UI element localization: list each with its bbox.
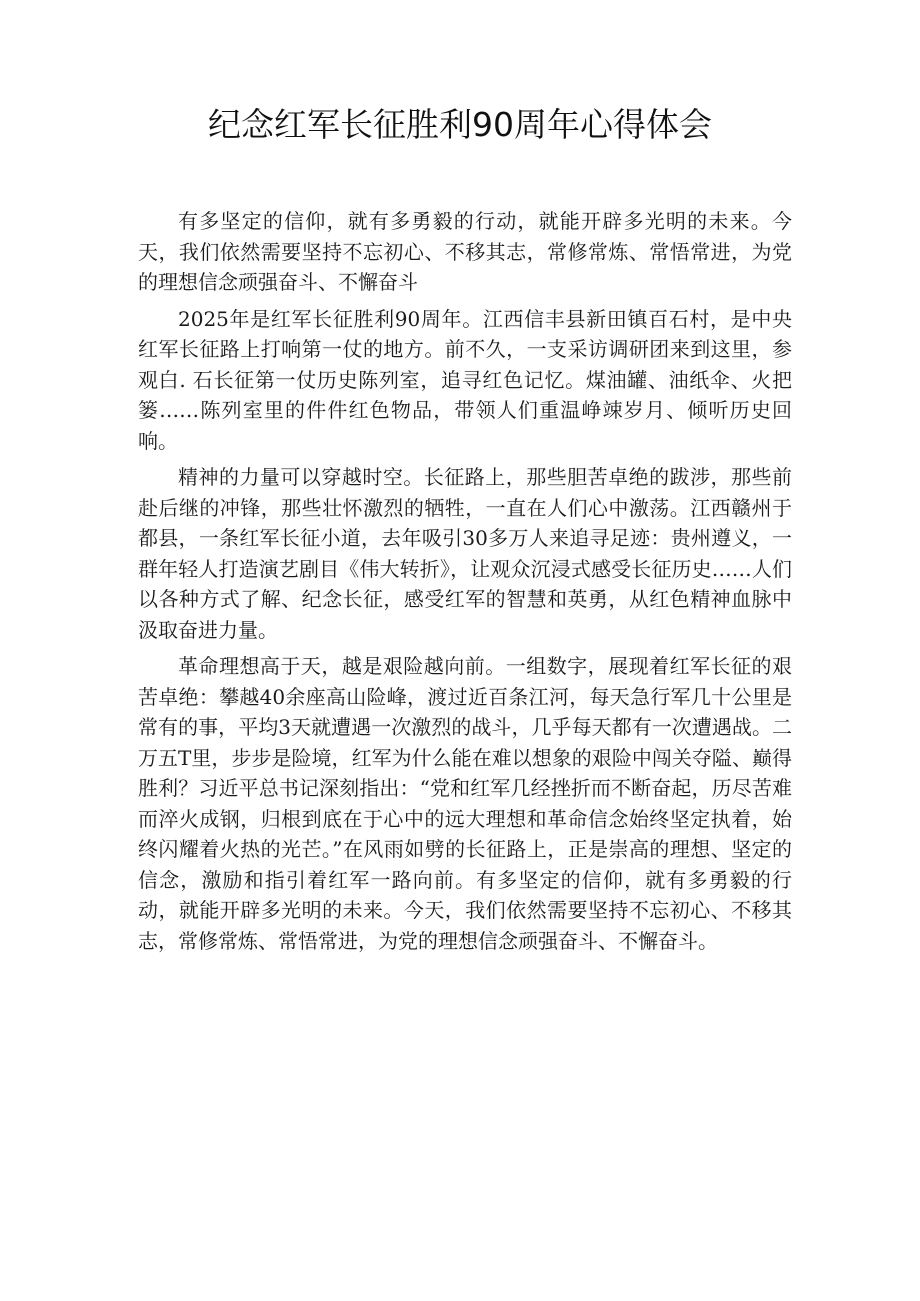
paragraph-4: 革命理想高于天，越是艰险越向前。一组数字，展现着红军长征的艰苦卓绝：攀越40余座高山险峰，渡过近百条江河，每天急行军几十公里是常有的事，平均3天就遭遇一次激烈的战斗，几乎每天都有一次遭遇战。二万五T里，步步是险境，红军为什么能在难以想象的艰险中闯关夺隘、巅得胜利？习近平总书记深刻指出：“党和红军几经挫折而不断奋起，历尽苦难而淬火成钢，归根到底在于心中的远大理想和革命信念始终坚定执着，始终闪耀着火热的光芒。”在风雨如劈的长征路上，正是崇高的理想、坚定的信念，激励和指引着红军一路向前。有多坚定的信仰，就有多勇毅的行动，就能开辟多光明的未来。今天，我们依然需要坚持不忘初心、不移其志，常修常炼、常悟常进，为党的理想信念顽强奋斗、不懈奋斗。 xyxy=(138,654,792,953)
document-title: 纪念红军长征胜利90周年心得体会 xyxy=(208,105,712,144)
document-body xyxy=(138,206,792,956)
paragraph-3: 精神的力量可以穿越时空。长征路上，那些胆苦卓绝的跋涉，那些前赴后继的冲锋，那些壮怀激烈的牺牲，一直在人们心中激荡。江西赣州于都县，一条红军长征小道，去年吸引30多万人来追寻足迹：贵州遵义，一群年轻人打造演艺剧目《伟大转折》，让观众沉浸式感受长征历史……人们以各种方式了解、纪念长征，感受红军的智慧和英勇，从红色精神血脉中汲取奋进力量。 xyxy=(138,465,792,642)
paragraph-1: 有多坚定的信仰，就有多勇毅的行动，就能开辟多光明的未来。今天，我们依然需要坚持不忘初心、不移其志，常修常炼、常悟常进，为党的理想信念顽强奋斗、不懈奋斗 xyxy=(138,209,792,294)
paragraph-2: 2025年是红军长征胜利90周年。江西信丰县新田镇百石村，是中央红军长征路上打响第一仗的地方。前不久，一支采访调研团来到这里，参观白. 石长征第一仗历史陈列室，追寻红色记忆。煤油罐、油纸伞、火把篓……陈列室里的件件红色物品，带领人们重温峥竦岁月、倾听历史回响。 xyxy=(138,306,792,453)
